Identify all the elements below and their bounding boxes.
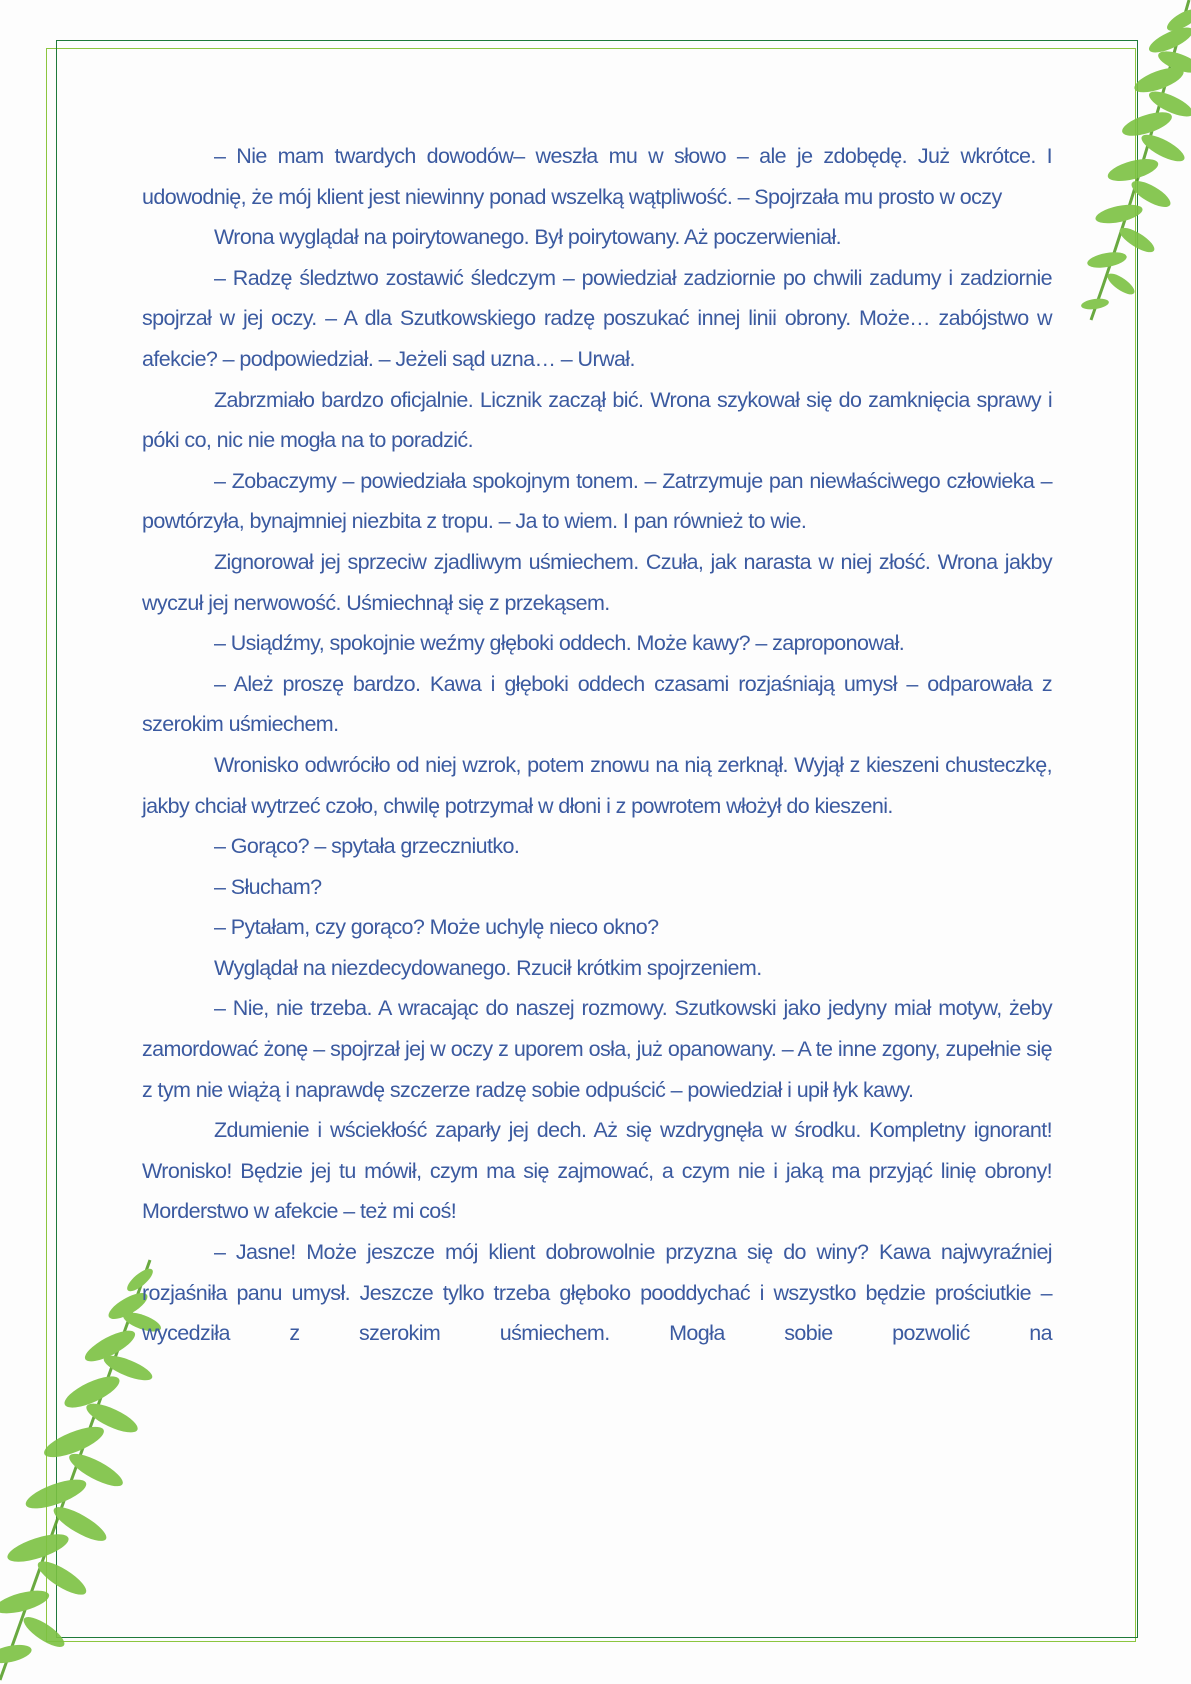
paragraph: – Jasne! Może jeszcze mój klient dobrowolnie przyzna się do winy? Kawa najwyraźniej rozjaśniła panu umysł. Jeszcze tylko trzeba głęboko pooddychać i wszystko będzie prościutkie – wycedziła z szerokim uśmiechem. Mogła sobie pozwolić na <box>142 1240 1052 1346</box>
paragraph: – Gorąco? – spytała grzeczniutko. <box>214 834 520 859</box>
paragraph: – Usiądźmy, spokojnie weźmy głęboki oddech. Może kawy? – zaproponował. <box>214 631 905 656</box>
paragraph: Wyglądał na niezdecydowanego. Rzucił krótkim spojrzeniem. <box>214 955 762 980</box>
paragraph: Wronisko odwróciło od niej wzrok, potem znowu na nią zerknął. Wyjął z kieszeni chusteczkę, jakby chciał wytrzeć czoło, chwilę potrzymał w dłoni i z powrotem włożył do kieszeni. <box>142 752 1052 818</box>
fern-leaf-icon <box>1071 0 1191 360</box>
paragraph: – Nie mam twardych dowodów– weszła mu w słowo – ale je zdobędę. Już wkrótce. I udowodnię, że mój klient jest niewinny ponad wszelką wątpliwość. – Spojrzała mu prosto w oczy <box>142 144 1052 209</box>
paragraph: – Zobaczymy – powiedziała spokojnym tonem. – Zatrzymuje pan niewłaściwego człowieka – powtórzyła, bynajmniej niezbita z tropu. – Ja to wiem. I pan również to wie. <box>142 468 1052 534</box>
paragraph: – Pytałam, czy gorąco? Może uchylę nieco okno? <box>214 915 659 940</box>
paragraph: – Radzę śledztwo zostawić śledczym – powiedział zadziornie po chwili zadumy i zadziornie spojrzał w jej oczy. – A dla Szutkowskiego radzę poszukać innej linii obrony. Może… zabójstwo w afekcie? – podpowiedział. – Jeżeli sąd uzna… – Urwał. <box>142 265 1052 371</box>
paragraph: Zabrzmiało bardzo oficjalnie. Licznik zaczął bić. Wrona szykował się do zamknięcia sprawy i póki co, nic nie mogła na to poradzić. <box>142 387 1052 453</box>
paragraph: Wrona wyglądał na poirytowanego. Był poirytowany. Aż poczerwieniał. <box>214 225 842 250</box>
paragraph: – Ależ proszę bardzo. Kawa i głęboki oddech czasami rozjaśniają umysł – odparowała z szerokim uśmiechem. <box>142 671 1052 737</box>
document-body <box>142 136 1052 1354</box>
paragraph: Zdumienie i wściekłość zaparły jej dech. Aż się wzdrygnęła w środku. Kompletny ignorant! Wronisko! Będzie jej tu mówił, czym ma się zajmować, a czym nie i jaką ma przyjąć linię obrony! Morderstwo w afekcie – też mi coś! <box>142 1118 1052 1224</box>
paragraph: Zignorował jej sprzeciw zjadliwym uśmiechem. Czuła, jak narasta w niej złość. Wrona jakby wyczuł jej nerwowość. Uśmiechnął się z przekąsem. <box>142 549 1052 615</box>
paragraph: – Słucham? <box>214 874 322 899</box>
paragraph: – Nie, nie trzeba. A wracając do naszej rozmowy. Szutkowski jako jedyny miał motyw, żeby zamordować żonę – spojrzał jej w oczy z uporem osła, już opanowany. – A te inne zgony, zupełnie się z tym nie wiążą i naprawdę szczerze radzę sobie odpuścić – powiedział i upił łyk kawy. <box>142 996 1052 1102</box>
